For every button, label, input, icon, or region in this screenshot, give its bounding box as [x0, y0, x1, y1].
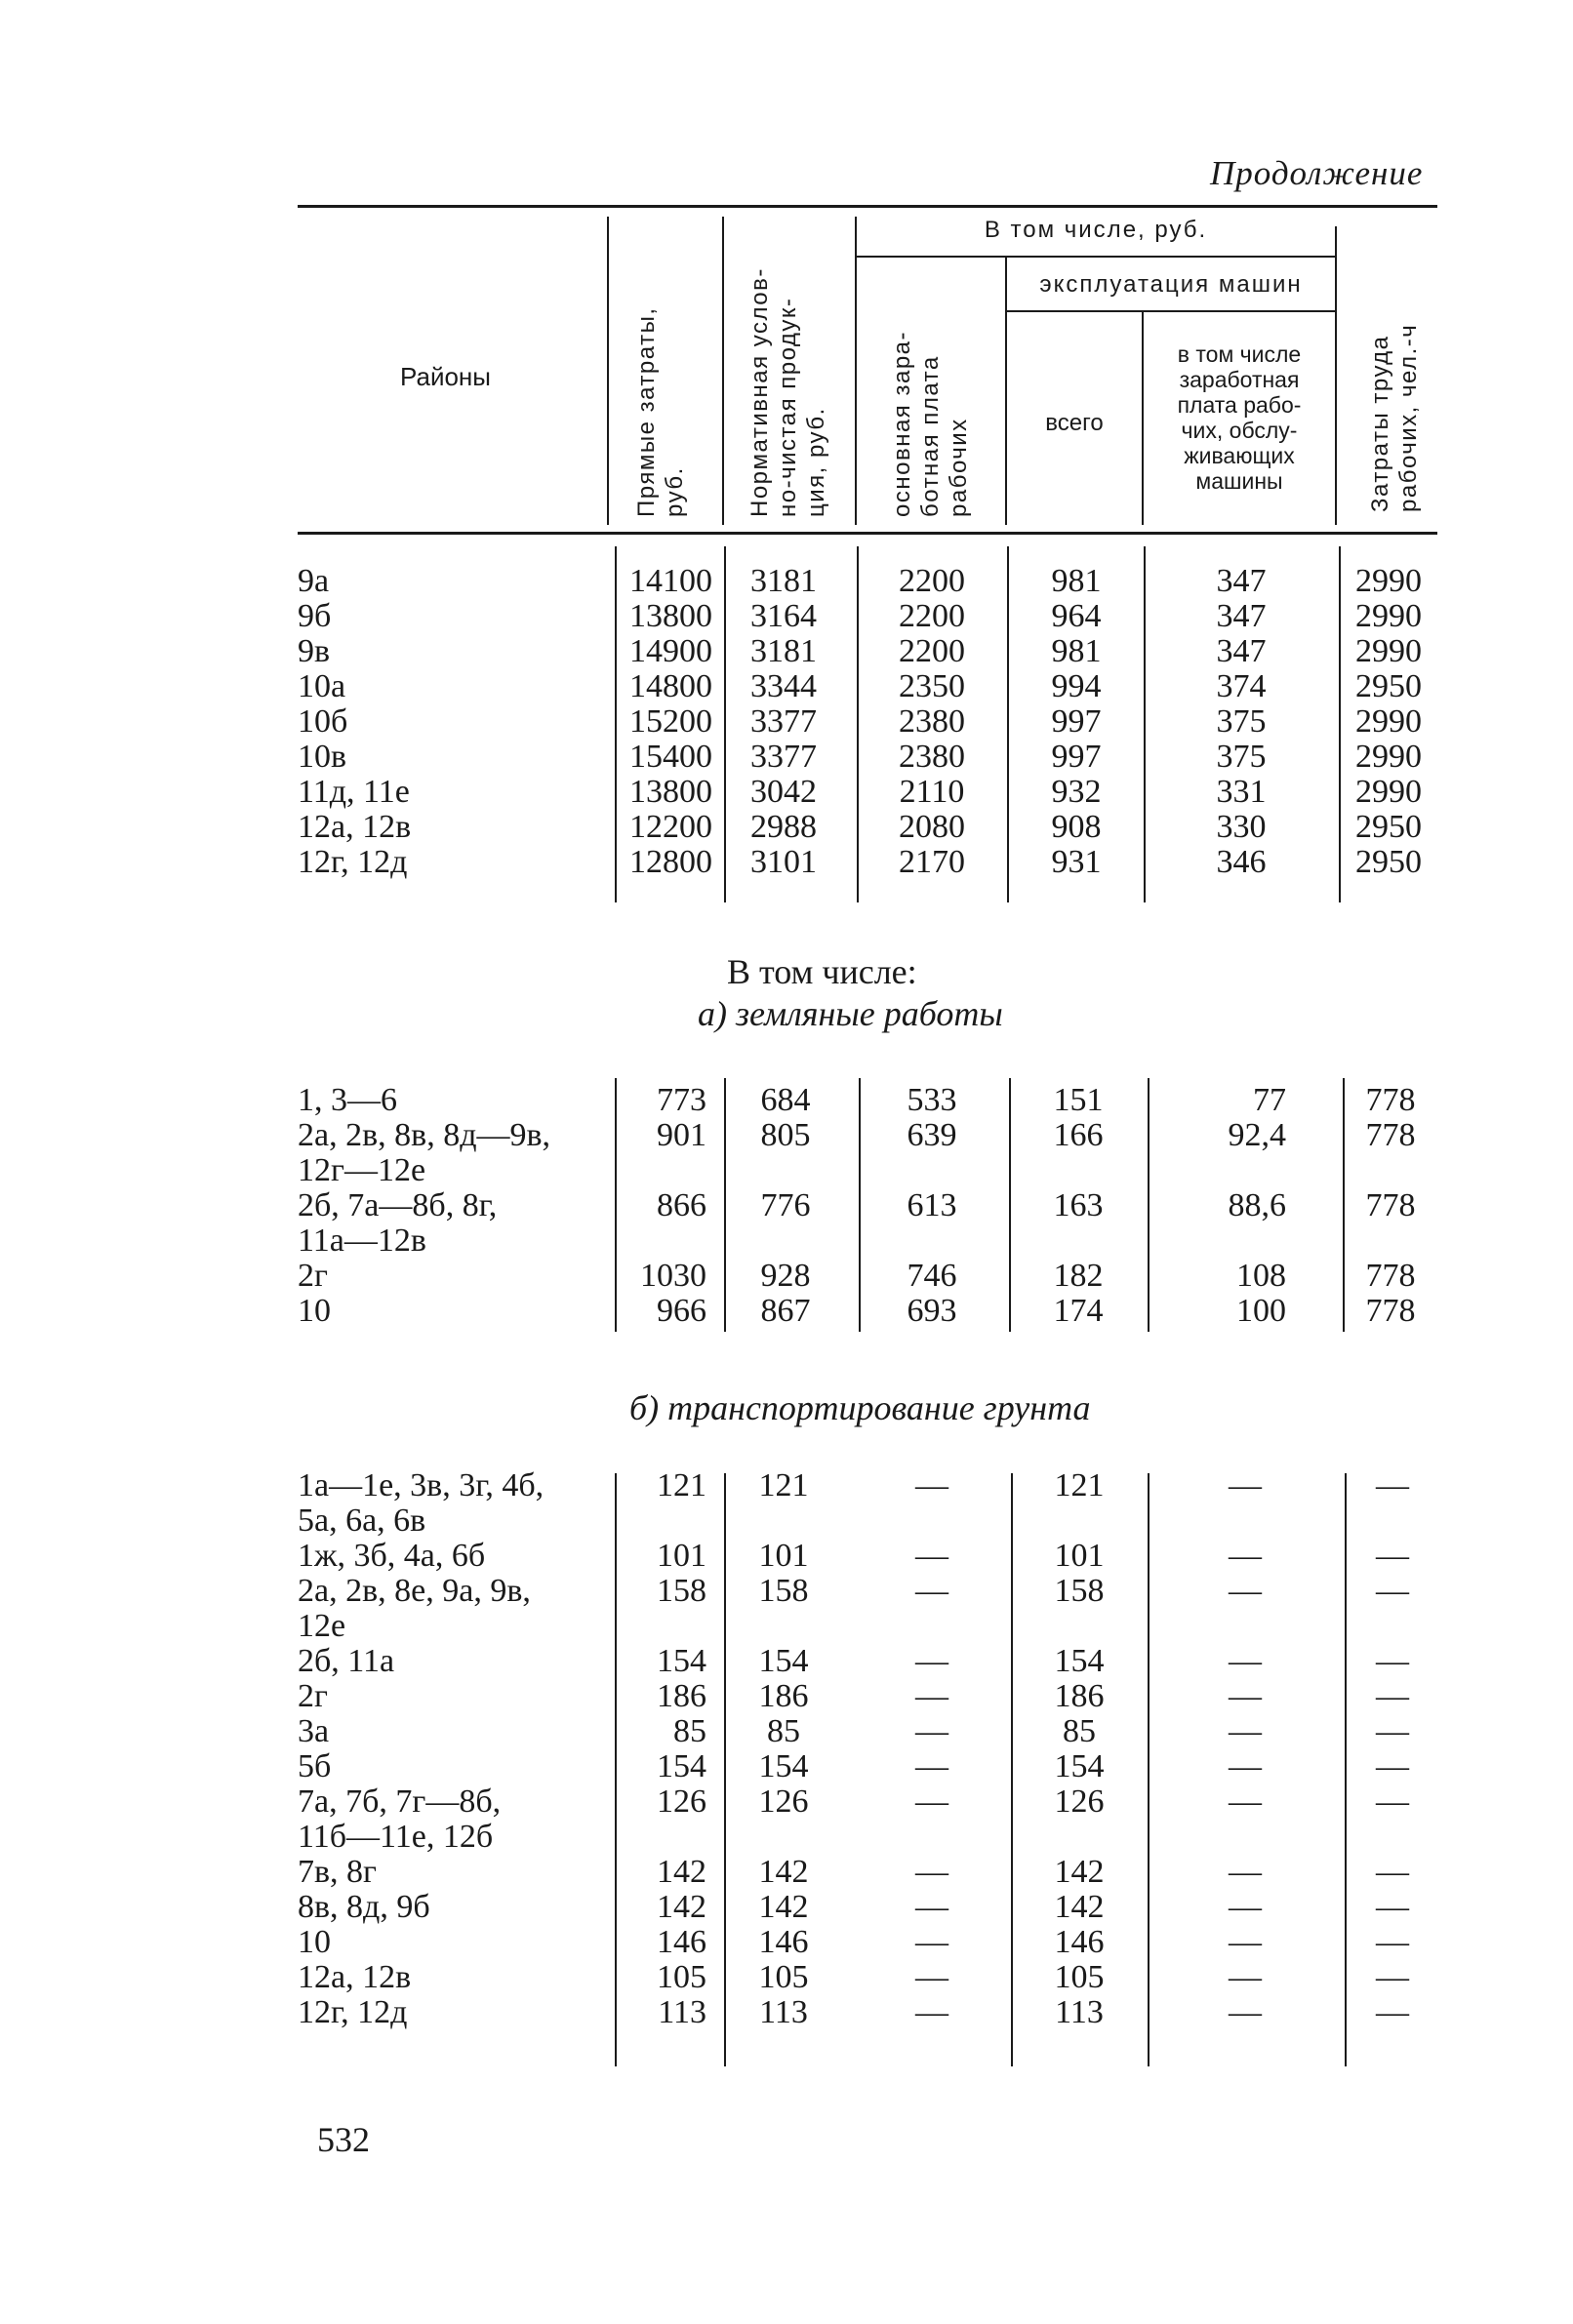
main-cell: 3042: [750, 774, 817, 810]
transport-cell: 142: [1054, 1854, 1105, 1890]
header-sep-6: [1335, 226, 1337, 525]
transport-row: [0, 1574, 1573, 1609]
main-cell: 12а, 12в: [298, 809, 412, 845]
continuation-title: Продолжение: [1210, 154, 1424, 192]
transport-cell: —: [1229, 1994, 1262, 2030]
transport-cell: 142: [1054, 1889, 1105, 1925]
transport-cell: 154: [657, 1643, 706, 1679]
earth-row: [0, 1188, 1573, 1223]
transport-cell: 2г: [298, 1678, 328, 1714]
col-incl-wage-header: в том числе заработная плата рабо- чих, обслу- живающих машины: [1177, 341, 1302, 494]
transport-cell: 154: [758, 1643, 809, 1679]
transport-cell: 121: [1054, 1467, 1105, 1503]
earth-cell: 1030: [640, 1258, 706, 1294]
main-cell: 2170: [899, 844, 965, 880]
transport-row: [0, 1995, 1573, 2030]
main-cell: 375: [1216, 739, 1267, 775]
machine-ops-rule: [1007, 310, 1335, 312]
transport-cell: 142: [758, 1889, 809, 1925]
earth-cell: 778: [1365, 1258, 1416, 1294]
earth-cell: 108: [1236, 1258, 1286, 1294]
earth-cell: 12г—12е: [298, 1152, 426, 1188]
earth-cell: 773: [657, 1082, 706, 1118]
transport-cell: —: [1229, 1959, 1262, 1995]
main-cell: 2200: [899, 633, 965, 669]
main-row: [0, 810, 1573, 845]
machine-ops-header: эксплуатация машин: [1039, 271, 1303, 298]
transport-row: [0, 1503, 1573, 1539]
main-cell: 330: [1216, 809, 1267, 845]
col-wage-main-header: основная зара- ботная плата рабочих: [889, 330, 972, 517]
main-row: [0, 669, 1573, 704]
transport-cell: 3а: [298, 1713, 330, 1749]
earth-cell: 182: [1053, 1258, 1104, 1294]
earth-cell: 11а—12в: [298, 1222, 426, 1259]
transport-cell: 101: [758, 1538, 809, 1574]
main-cell: 347: [1216, 598, 1267, 634]
transport-cell: 126: [758, 1783, 809, 1820]
main-cell: 13800: [629, 598, 712, 634]
earth-cell: 92,4: [1228, 1117, 1286, 1153]
transport-cell: —: [915, 1854, 948, 1890]
main-cell: 12г, 12д: [298, 844, 408, 880]
earth-cell: 163: [1053, 1187, 1104, 1223]
main-cell: 347: [1216, 633, 1267, 669]
earth-cell: 928: [760, 1258, 811, 1294]
transport-cell: —: [915, 1643, 948, 1679]
transport-cell: 12е: [298, 1608, 346, 1644]
main-cell: 2990: [1355, 598, 1422, 634]
earth-cell: 778: [1365, 1082, 1416, 1118]
main-cell: 12800: [629, 844, 712, 880]
earth-cell: 966: [657, 1293, 706, 1329]
transport-cell: 12г, 12д: [298, 1994, 408, 2030]
transport-cell: 186: [1054, 1678, 1105, 1714]
transport-cell: 85: [1063, 1713, 1096, 1749]
earth-cell: 639: [907, 1117, 957, 1153]
earth-cell: 2г: [298, 1258, 328, 1294]
earth-cell: 88,6: [1228, 1187, 1286, 1223]
main-cell: 2950: [1355, 809, 1422, 845]
earth-cell: 866: [657, 1187, 706, 1223]
main-cell: 3181: [750, 633, 817, 669]
main-cell: 13800: [629, 774, 712, 810]
transport-row: [0, 1925, 1573, 1960]
main-cell: 2380: [899, 739, 965, 775]
header-sep-2: [722, 217, 724, 525]
transport-cell: 85: [767, 1713, 800, 1749]
transport-cell: 2а, 2в, 8е, 9а, 9в,: [298, 1573, 531, 1609]
main-cell: 964: [1051, 598, 1102, 634]
main-cell: 11д, 11е: [298, 774, 410, 810]
transport-row: [0, 1539, 1573, 1574]
transport-cell: —: [915, 1748, 948, 1784]
main-row: [0, 740, 1573, 775]
main-cell: 994: [1051, 668, 1102, 704]
transport-row: [0, 1784, 1573, 1820]
earth-row: [0, 1294, 1573, 1329]
incl-rub-header: В том числе, руб.: [984, 217, 1208, 243]
transport-cell: 10: [298, 1924, 331, 1960]
transport-cell: 101: [657, 1538, 706, 1574]
main-cell: 331: [1216, 774, 1267, 810]
transport-cell: —: [1376, 1678, 1409, 1714]
transport-cell: —: [915, 1713, 948, 1749]
earth-cell: 684: [760, 1082, 811, 1118]
earth-row: [0, 1083, 1573, 1118]
main-cell: 9в: [298, 633, 331, 669]
transport-row: [0, 1820, 1573, 1855]
earth-cell: 693: [907, 1293, 957, 1329]
transport-cell: 1ж, 3б, 4а, 6б: [298, 1538, 486, 1574]
earth-cell: 613: [907, 1187, 957, 1223]
transport-cell: 186: [758, 1678, 809, 1714]
transport-cell: —: [1376, 1748, 1409, 1784]
main-row: [0, 845, 1573, 880]
main-cell: 2990: [1355, 739, 1422, 775]
earth-cell: 1, 3—6: [298, 1082, 397, 1118]
transport-cell: 126: [657, 1783, 706, 1820]
main-cell: 981: [1051, 633, 1102, 669]
earth-cell: 867: [760, 1293, 811, 1329]
earth-cell: 166: [1053, 1117, 1104, 1153]
main-cell: 997: [1051, 703, 1102, 740]
col-labor-header: Затраты труда рабочих, чел.-ч: [1367, 323, 1422, 512]
transport-cell: 146: [758, 1924, 809, 1960]
transport-row: [0, 1468, 1573, 1503]
transport-cell: 105: [758, 1959, 809, 1995]
transport-row: [0, 1960, 1573, 1995]
main-cell: 2988: [750, 809, 817, 845]
transport-row: [0, 1644, 1573, 1679]
main-cell: 2350: [899, 668, 965, 704]
transport-cell: —: [915, 1889, 948, 1925]
main-cell: 375: [1216, 703, 1267, 740]
main-cell: 2990: [1355, 703, 1422, 740]
earth-cell: 2б, 7а—8б, 8г,: [298, 1187, 498, 1223]
main-row: [0, 599, 1573, 634]
transport-row: [0, 1855, 1573, 1890]
transport-cell: —: [915, 1959, 948, 1995]
transport-row: [0, 1749, 1573, 1784]
main-cell: 346: [1216, 844, 1267, 880]
transport-cell: —: [1229, 1924, 1262, 1960]
transport-cell: —: [1229, 1748, 1262, 1784]
main-cell: 15400: [629, 739, 712, 775]
transport-cell: —: [915, 1573, 948, 1609]
earth-cell: 778: [1365, 1293, 1416, 1329]
transport-cell: 158: [758, 1573, 809, 1609]
earth-cell: 778: [1365, 1117, 1416, 1153]
earth-cell: 10: [298, 1293, 331, 1329]
main-row: [0, 634, 1573, 669]
main-cell: 2080: [899, 809, 965, 845]
transport-cell: —: [1376, 1573, 1409, 1609]
main-cell: 981: [1051, 563, 1102, 599]
main-cell: 932: [1051, 774, 1102, 810]
earth-cell: 174: [1053, 1293, 1104, 1329]
transport-cell: —: [1376, 1538, 1409, 1574]
earth-cell: 805: [760, 1117, 811, 1153]
earth-row: [0, 1259, 1573, 1294]
transport-cell: 8в, 8д, 9б: [298, 1889, 430, 1925]
earth-cell: 533: [907, 1082, 957, 1118]
transport-cell: 126: [1054, 1783, 1105, 1820]
main-cell: 15200: [629, 703, 712, 740]
main-cell: 997: [1051, 739, 1102, 775]
main-cell: 2200: [899, 598, 965, 634]
transport-cell: —: [1376, 1889, 1409, 1925]
main-cell: 10а: [298, 668, 346, 704]
transport-cell: —: [1376, 1643, 1409, 1679]
transport-cell: 12а, 12в: [298, 1959, 412, 1995]
transport-cell: 158: [657, 1573, 706, 1609]
earth-cell: 776: [760, 1187, 811, 1223]
transport-cell: —: [1229, 1643, 1262, 1679]
transport-cell: —: [1229, 1467, 1262, 1503]
main-row: [0, 775, 1573, 810]
transport-cell: 2б, 11а: [298, 1643, 395, 1679]
incl-section-label: В том числе:: [727, 952, 917, 991]
transport-row: [0, 1890, 1573, 1925]
transport-cell: 154: [1054, 1643, 1105, 1679]
main-cell: 14900: [629, 633, 712, 669]
header-sep-3: [855, 217, 857, 525]
transport-cell: —: [1229, 1854, 1262, 1890]
col-normative-header: Нормативная услов- но-чистая продук- ция, руб.: [746, 267, 829, 517]
main-row: [0, 704, 1573, 740]
transport-cell: 113: [658, 1994, 706, 2030]
main-cell: 2950: [1355, 844, 1422, 880]
transport-cell: 105: [657, 1959, 706, 1995]
transport-cell: —: [1229, 1713, 1262, 1749]
transport-cell: —: [1229, 1783, 1262, 1820]
transport-cell: —: [1229, 1573, 1262, 1609]
transport-cell: 142: [657, 1889, 706, 1925]
transport-cell: —: [915, 1924, 948, 1960]
transport-cell: 146: [1054, 1924, 1105, 1960]
main-cell: 2380: [899, 703, 965, 740]
transport-cell: 11б—11е, 12б: [298, 1819, 494, 1855]
main-cell: 10б: [298, 703, 348, 740]
earthworks-title: а) земляные работы: [698, 994, 1003, 1033]
main-cell: 9а: [298, 563, 330, 599]
earth-cell: 77: [1253, 1082, 1286, 1118]
col-regions-header: Районы: [400, 362, 491, 391]
transport-cell: —: [915, 1467, 948, 1503]
transport-cell: —: [1229, 1889, 1262, 1925]
transport-cell: 5а, 6а, 6в: [298, 1503, 426, 1539]
transport-cell: 146: [657, 1924, 706, 1960]
main-cell: 3181: [750, 563, 817, 599]
page-number: 532: [317, 2120, 370, 2159]
transport-cell: 186: [657, 1678, 706, 1714]
main-cell: 12200: [629, 809, 712, 845]
transport-cell: 142: [758, 1854, 809, 1890]
transport-row: [0, 1714, 1573, 1749]
transport-cell: —: [915, 1783, 948, 1820]
main-cell: 2990: [1355, 563, 1422, 599]
col-direct-costs-header: Прямые затраты, руб.: [633, 306, 688, 517]
transport-cell: 1а—1е, 3в, 3г, 4б,: [298, 1467, 544, 1503]
transport-cell: —: [915, 1994, 948, 2030]
earth-row: [0, 1223, 1573, 1259]
transport-cell: 154: [1054, 1748, 1105, 1784]
transport-cell: 121: [657, 1467, 706, 1503]
transport-cell: —: [915, 1678, 948, 1714]
main-row: [0, 564, 1573, 599]
main-cell: 3101: [750, 844, 817, 880]
transport-cell: 113: [759, 1994, 808, 2030]
col-total-header: всего: [1045, 410, 1104, 436]
transport-cell: 85: [673, 1713, 706, 1749]
main-cell: 2950: [1355, 668, 1422, 704]
earth-cell: 151: [1053, 1082, 1104, 1118]
transport-cell: 121: [758, 1467, 809, 1503]
main-cell: 931: [1051, 844, 1102, 880]
header-top-rule: [298, 205, 1437, 208]
incl-rub-rule: [857, 256, 1335, 258]
transport-cell: —: [1376, 1713, 1409, 1749]
transport-cell: —: [1376, 1959, 1409, 1995]
header-bottom-rule: [298, 532, 1437, 535]
transport-cell: —: [1376, 1467, 1409, 1503]
transport-cell: —: [1229, 1678, 1262, 1714]
main-cell: 374: [1216, 668, 1267, 704]
earth-cell: 778: [1365, 1187, 1416, 1223]
transport-cell: —: [1376, 1854, 1409, 1890]
transport-cell: 7а, 7б, 7г—8б,: [298, 1783, 502, 1820]
transport-cell: —: [1376, 1994, 1409, 2030]
main-cell: 2990: [1355, 633, 1422, 669]
main-cell: 10в: [298, 739, 347, 775]
transport-row: [0, 1609, 1573, 1644]
main-cell: 9б: [298, 598, 332, 634]
main-cell: 3377: [750, 703, 817, 740]
transport-cell: 142: [657, 1854, 706, 1890]
earth-row: [0, 1118, 1573, 1153]
transport-cell: 105: [1054, 1959, 1105, 1995]
transport-row: [0, 1679, 1573, 1714]
earth-cell: 901: [657, 1117, 706, 1153]
main-cell: 2200: [899, 563, 965, 599]
main-cell: 347: [1216, 563, 1267, 599]
transport-cell: 154: [758, 1748, 809, 1784]
main-cell: 3377: [750, 739, 817, 775]
main-cell: 3164: [750, 598, 817, 634]
transport-cell: 5б: [298, 1748, 332, 1784]
transport-cell: —: [1376, 1783, 1409, 1820]
earth-cell: 100: [1236, 1293, 1286, 1329]
earth-cell: 746: [907, 1258, 957, 1294]
transport-cell: —: [1376, 1924, 1409, 1960]
main-cell: 3344: [750, 668, 817, 704]
earth-row: [0, 1153, 1573, 1188]
transport-cell: 113: [1055, 1994, 1104, 2030]
earth-cell: 2а, 2в, 8в, 8д—9в,: [298, 1117, 551, 1153]
transport-title: б) транспортирование грунта: [629, 1388, 1091, 1427]
main-cell: 14100: [629, 563, 712, 599]
main-cell: 2110: [899, 774, 965, 810]
transport-cell: 101: [1054, 1538, 1105, 1574]
transport-cell: —: [1229, 1538, 1262, 1574]
header-sep-1: [607, 217, 609, 525]
transport-cell: —: [915, 1538, 948, 1574]
main-cell: 14800: [629, 668, 712, 704]
transport-cell: 7в, 8г: [298, 1854, 377, 1890]
main-cell: 908: [1051, 809, 1102, 845]
main-cell: 2990: [1355, 774, 1422, 810]
transport-cell: 158: [1054, 1573, 1105, 1609]
transport-cell: 154: [657, 1748, 706, 1784]
